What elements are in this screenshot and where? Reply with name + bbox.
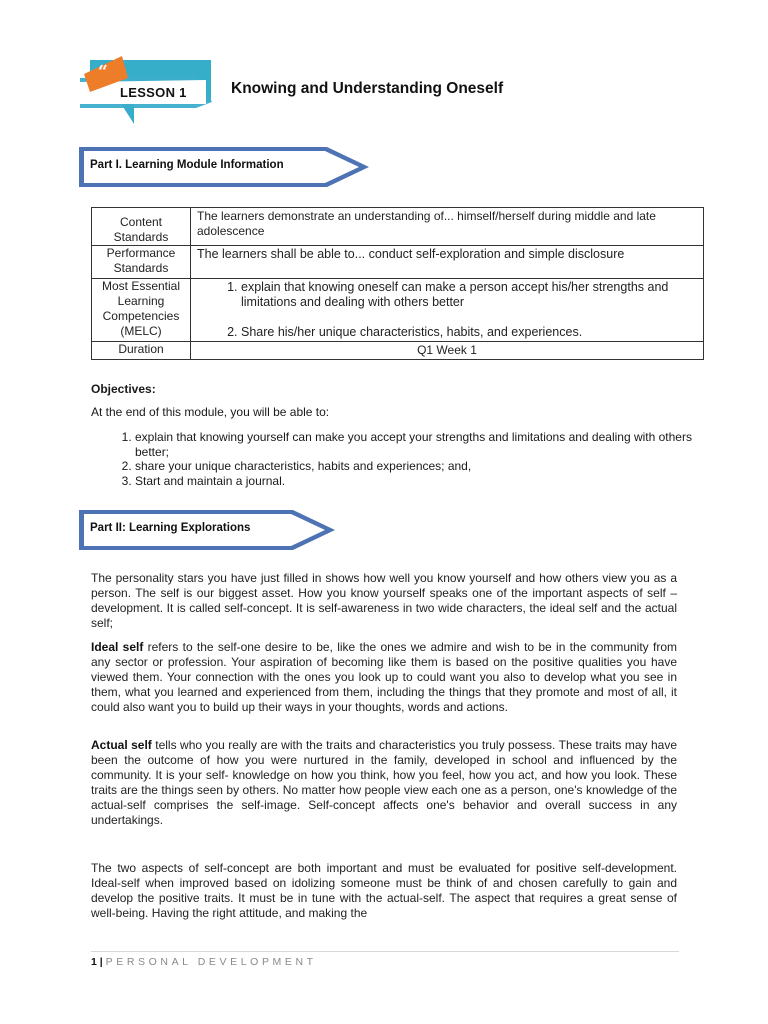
table-row	[92, 208, 704, 246]
ideal-self-term: Ideal self	[91, 640, 144, 654]
melc-value	[191, 279, 704, 342]
quote-mark-icon: “	[98, 62, 108, 82]
objectives-intro: At the end of this module, you will be able to:	[91, 405, 330, 419]
footer-section-title: PERSONAL DEVELOPMENT	[105, 956, 317, 968]
objectives-list	[91, 430, 715, 488]
list-item: 3. Start and maintain a journal.	[135, 474, 715, 489]
duration-value: Q1 Week 1	[191, 342, 704, 360]
lesson-label: LESSON 1	[120, 85, 187, 100]
content-standards-label: Content Standards	[92, 208, 191, 246]
paragraph-two-aspects: The two aspects of self-concept are both important and must be evaluated for positive self-development. Ideal-self when improved based on idolizing someone must be think of and chosen carefully to gain and develop the positive traits. It must be in tune with the actual-self. The aspect that requires a great sense of well-being. Having the right attitude, and making the	[91, 861, 677, 920]
duration-label: Duration	[92, 342, 191, 360]
footer-divider	[91, 951, 679, 952]
melc-list	[197, 280, 697, 340]
ideal-self-text: refers to the self-one desire to be, like the ones we admire and wish to be in the community from any sector or profession. Your aspiration of becoming like them is based on the positive qualities you have viewed them. Your connection with the ones you look up to could want you also to develop what you see in them, what you learned and experienced from them, including the things that they promote and most of all, it could also want you to build up their ways in your thoughts, words and actions.	[91, 640, 677, 714]
list-item: 2. share your unique characteristics, habits and experiences; and,	[135, 459, 715, 474]
page-number: 1 |	[91, 956, 103, 968]
table-row	[92, 246, 704, 279]
actual-self-text: tells who you really are with the traits and characteristics you truly possess. These traits may have been the outcome of how you were nurtured in the family, developed in school and influenced by the community. It is your self- knowledge on how you think, how you feel, how you act, and how you look. These traits are the things seen by others. No matter how people view each one as a person, one's knowledge of the actual-self comprises the self-image. Self-concept affects one's behavior and overall success in any undertakings.	[91, 738, 677, 827]
paragraph-ideal-self	[91, 640, 677, 715]
page-footer	[91, 956, 317, 968]
table-row	[92, 342, 704, 360]
list-item: 1. explain that knowing yourself can make you accept your strengths and limitations and dealing with others better;	[135, 430, 715, 459]
actual-self-term: Actual self	[91, 738, 152, 752]
performance-standards-label: Performance Standards	[92, 246, 191, 279]
part1-heading: Part I. Learning Module Information	[90, 159, 284, 171]
list-item: 2. Share his/her unique characteristics, habits, and experiences.	[241, 325, 697, 340]
module-info-table	[91, 207, 704, 360]
table-row	[92, 279, 704, 342]
paragraph-actual-self	[91, 738, 677, 828]
content-standards-value: The learners demonstrate an understanding of... himself/herself during middle and late adolescence	[191, 208, 704, 246]
melc-label: Most Essential Learning Competencies (MELC)	[92, 279, 191, 342]
objectives-heading: Objectives:	[91, 382, 156, 396]
paragraph-intro: The personality stars you have just filled in shows how well you know yourself and how others view you as a person. The self is our biggest asset. How you know yourself speaks one of the important aspects of self – development. It is called self-concept. It is self-awareness in two wide characters, the ideal self and the actual self;	[91, 571, 677, 630]
performance-standards-value: The learners shall be able to... conduct self-exploration and simple disclosure	[191, 246, 704, 279]
part2-heading: Part II: Learning Explorations	[90, 522, 251, 534]
list-item: 1. explain that knowing oneself can make a person accept his/her strengths and limitations and dealing with others better	[241, 280, 697, 310]
page-title: Knowing and Understanding Oneself	[231, 80, 504, 97]
